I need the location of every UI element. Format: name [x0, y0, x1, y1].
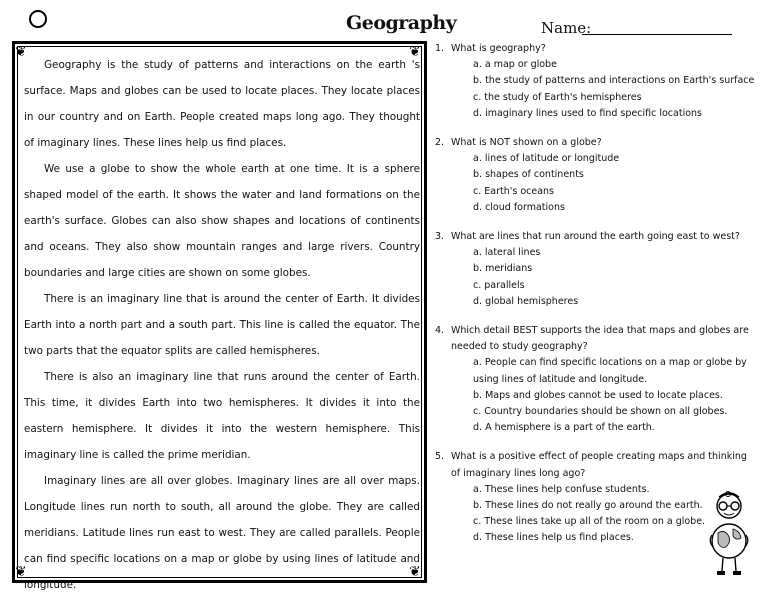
answer-option[interactable]: c. the study of Earth's hemispheres [473, 91, 642, 103]
question-number: 4. [435, 325, 445, 337]
question-number: 2. [435, 137, 445, 149]
question-stem: What is geography? [451, 43, 546, 54]
answer-option[interactable]: b. These lines do not really go around the earth. [473, 500, 703, 512]
corner-flourish-icon: ❦ [15, 564, 27, 580]
question-stem: Which detail BEST supports the idea that maps and globes are needed to study geography? [451, 325, 749, 353]
answer-option[interactable]: c. Earth's oceans [473, 185, 554, 197]
answer-option[interactable]: a. a map or globe [473, 59, 557, 71]
answer-option[interactable]: d. global hemispheres [473, 295, 579, 307]
reading-passage [24, 52, 420, 598]
binder-hole-icon [29, 10, 47, 28]
name-line [582, 34, 732, 35]
passage-paragraph: There is also an imaginary line that runs around the center of Earth. This time, it divides Earth into two hemispheres. It divides it into the eastern hemisphere. It divides it into the western hemisphere. This imaginary line is called the prime meridian. [24, 371, 420, 461]
answer-option[interactable]: d. A hemisphere is a part of the earth. [473, 422, 655, 434]
question-3 [435, 229, 755, 310]
corner-flourish-icon: ❦ [409, 44, 421, 60]
page-title: Geography [346, 12, 457, 34]
question-stem: What is a positive effect of people creating maps and thinking of imaginary lines long ago? [451, 451, 747, 479]
passage-paragraph: Imaginary lines are all over globes. Imaginary lines are all over maps. Longitude lines run north to south, all around the globe. They are called meridians. Latitude lines run east to west. They are called parallels. People can find specific locations on a map or globe by using lines of latitude and longitude. [24, 475, 420, 591]
answer-option[interactable]: b. meridians [473, 263, 533, 275]
answer-option[interactable]: c. Country boundaries should be shown on all globes. [473, 406, 728, 418]
answer-option[interactable]: b. Maps and globes cannot be used to locate places. [473, 389, 723, 401]
corner-flourish-icon: ❦ [15, 44, 27, 60]
question-list [435, 41, 755, 560]
answer-option[interactable]: d. cloud formations [473, 201, 565, 213]
name-label: Name: [541, 19, 592, 37]
passage-paragraph: Geography is the study of patterns and interactions on the earth 's surface. Maps and globes can be used to locate places. They locate places in our country and on Earth. People created maps long ago. They thought of imaginary lines. These lines help us find places. [24, 59, 420, 149]
passage-paragraph: We use a globe to show the whole earth at one time. It is a sphere shaped model of the earth. It shows the water and land formations on the earth's surface. Globes can also show shapes and locations of continents and oceans. They also show mountain ranges and large rivers. Country boundaries and large cities are shown on some globes. [24, 163, 420, 279]
question-4 [435, 323, 755, 436]
question-stem: What are lines that run around the earth going east to west? [451, 231, 740, 243]
answer-option[interactable]: a. lateral lines [473, 247, 541, 259]
answer-option[interactable]: d. These lines help us find places. [473, 532, 634, 544]
question-1 [435, 41, 755, 122]
passage-paragraph: There is an imaginary line that is around the center of Earth. It divides Earth into a north part and a south part. This line is called the equator. The two parts that the equator splits are called hemispheres. [24, 293, 420, 357]
answer-option[interactable]: c. These lines take up all of the room on a globe. [473, 516, 706, 528]
question-number: 1. [435, 43, 445, 54]
answer-option[interactable]: a. These lines help confuse students. [473, 483, 650, 495]
answer-option[interactable]: b. the study of patterns and interactions on Earth's surface [473, 75, 755, 87]
answer-option[interactable]: a. lines of latitude or longitude [473, 153, 620, 165]
question-2 [435, 135, 755, 216]
answer-option[interactable]: a. People can find specific locations on a map or globe by using lines of latitude and longitude. [473, 357, 747, 385]
answer-option[interactable]: d. imaginary lines used to find specific locations [473, 107, 702, 119]
question-stem: What is NOT shown on a globe? [451, 137, 602, 149]
question-number: 5. [435, 451, 445, 463]
answer-option[interactable]: c. parallels [473, 279, 525, 291]
question-number: 3. [435, 231, 445, 243]
student-with-globe-icon [706, 491, 752, 577]
answer-option[interactable]: b. shapes of continents [473, 169, 584, 181]
corner-flourish-icon: ❦ [409, 564, 421, 580]
